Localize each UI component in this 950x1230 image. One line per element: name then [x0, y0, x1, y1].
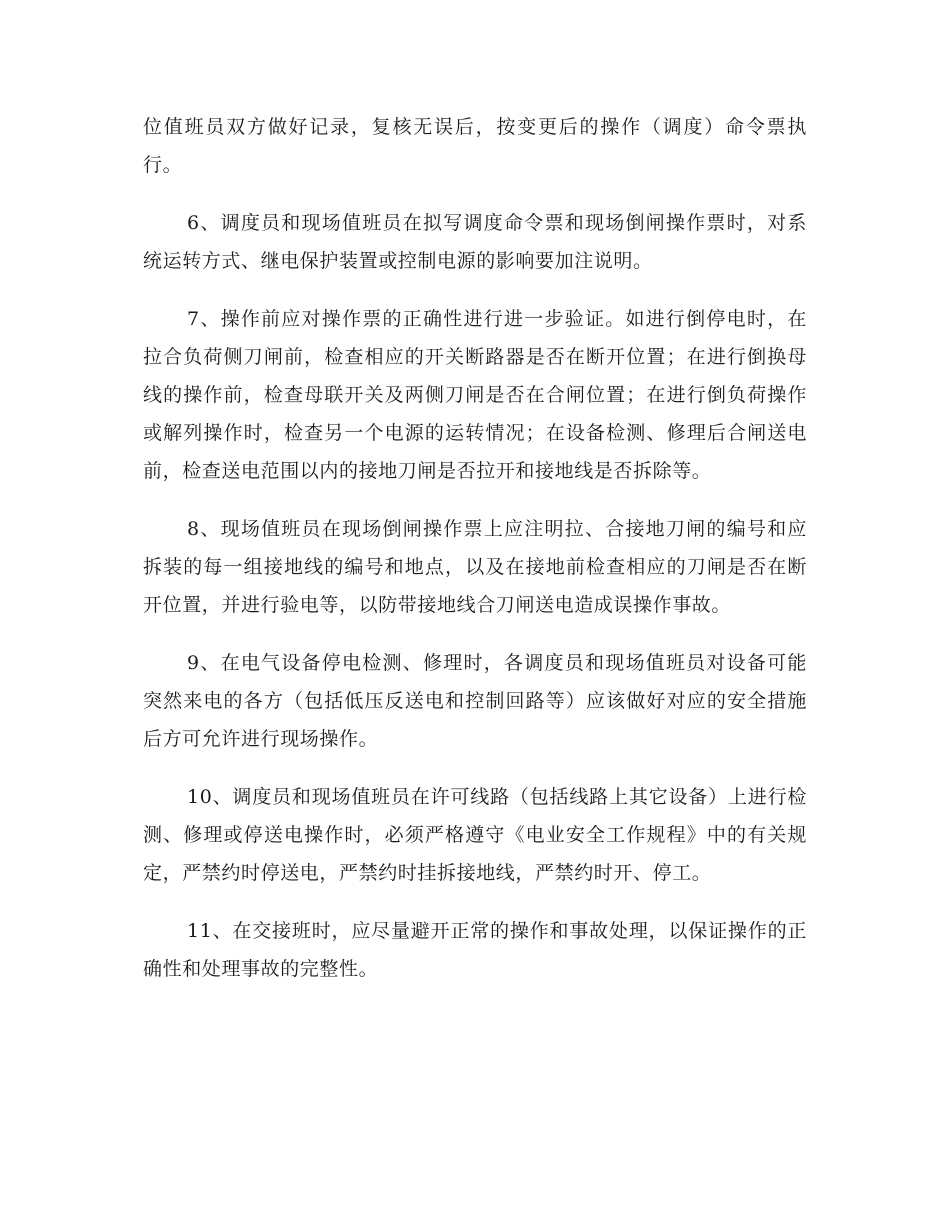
document-body [143, 108, 807, 1008]
paragraph-item-8: 8、现场值班员在现场倒闸操作票上应注明拉、合接地刀闸的编号和应拆装的每一组接地线的编号和地点，以及在接地前检查相应的刀闸是否在断开位置，并进行验电等，以防带接地线合刀闸送电造成误操作事故。 [143, 518, 807, 616]
paragraph-continuation: 位值班员双方做好记录，复核无误后，按变更后的操作（调度）命令票执行。 [143, 116, 807, 176]
paragraph-item-10: 10、调度员和现场值班员在许可线路（包括线路上其它设备）上进行检测、修理或停送电操作时，必须严格遵守《电业安全工作规程》中的有关规定，严禁约时停送电，严禁约时挂拆接地线，严禁约时开、停工。 [143, 786, 807, 884]
paragraph-item-9: 9、在电气设备停电检测、修理时，各调度员和现场值班员对设备可能突然来电的各方（包括低压反送电和控制回路等）应该做好对应的安全措施后方可允许进行现场操作。 [143, 652, 807, 750]
paragraph-item-11: 11、在交接班时，应尽量避开正常的操作和事故处理，以保证操作的正确性和处理事故的完整性。 [143, 920, 807, 980]
paragraph-item-7: 7、操作前应对操作票的正确性进行进一步验证。如进行倒停电时，在拉合负荷侧刀闸前，检查相应的开关断路器是否在断开位置；在进行倒换母线的操作前，检查母联开关及两侧刀闸是否在合闸位置；在进行倒负荷操作或解列操作时，检查另一个电源的运转情况；在设备检测、修理后合闸送电前，检查送电范围以内的接地刀闸是否拉开和接地线是否拆除等。 [143, 308, 807, 482]
paragraph-item-6: 6、调度员和现场值班员在拟写调度命令票和现场倒闸操作票时，对系统运转方式、继电保护装置或控制电源的影响要加注说明。 [143, 212, 807, 272]
